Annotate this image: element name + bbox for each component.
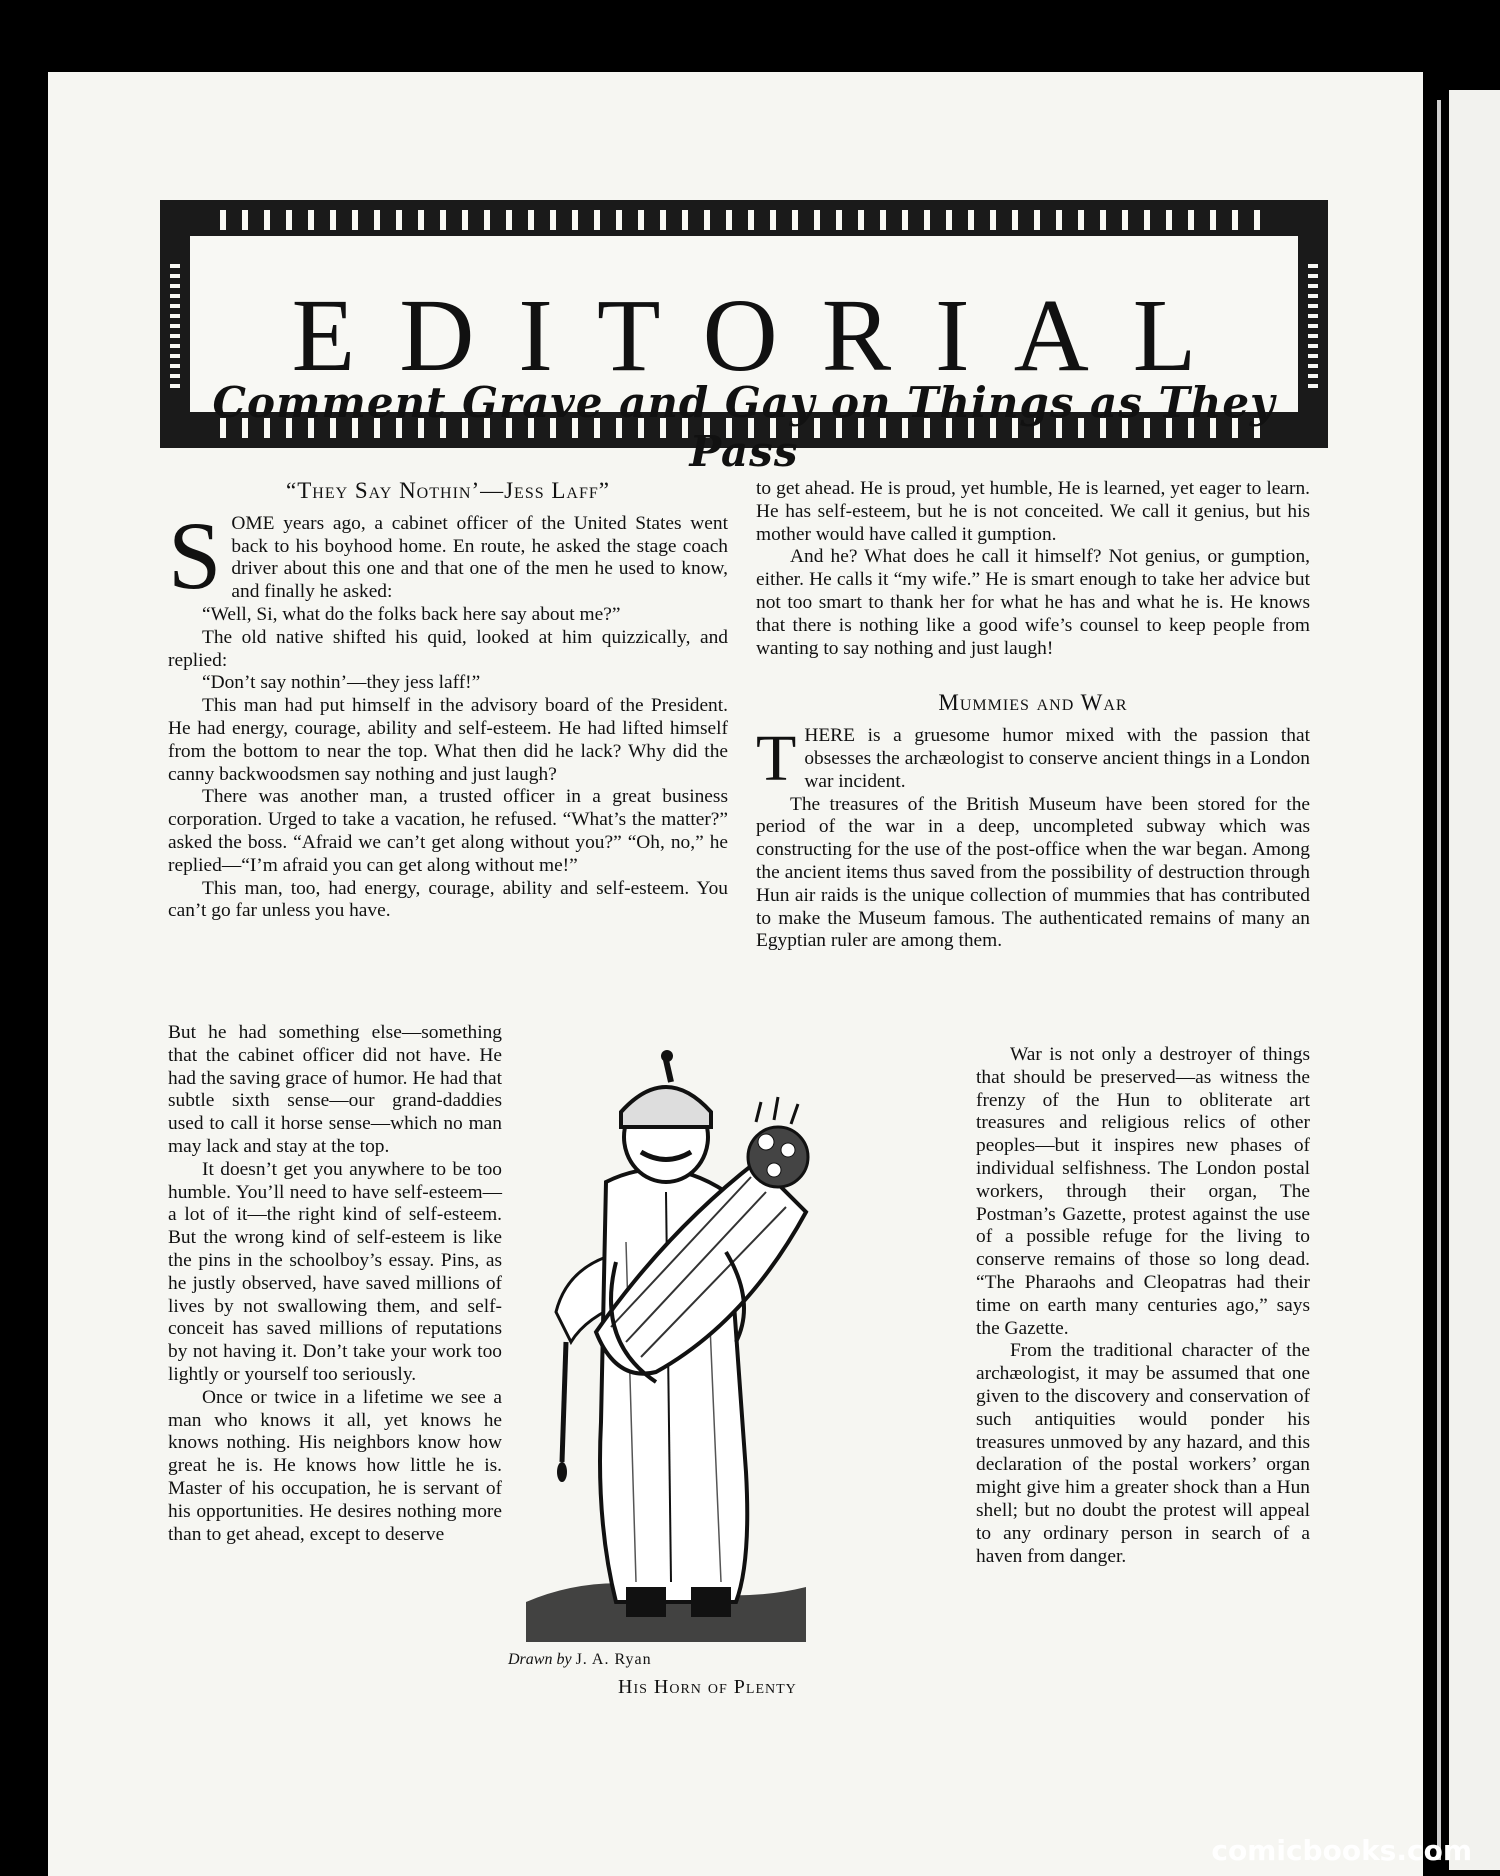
banner-ornament-top (220, 210, 1268, 230)
illustration-credit: Drawn by J. A. Ryan (508, 1651, 652, 1668)
dropcap-t: T (756, 722, 797, 796)
dropcap-s: S (168, 501, 222, 609)
article1-paragraph: to get ahead. He is proud, yet humble, He is learned, yet eager to learn. He has self-esteem, but he is not conceited. We call it genius, but his mother would have called it gumption. (756, 478, 1310, 545)
article1-paragraph: It doesn’t get you anywhere to be too humble. You’ll need to have self-esteem—a lot of it—the right kind of self-esteem. But the wrong kind of self-esteem is like the pins in the schoolboy’s essay. Pins, as he justly observed, have saved millions of lives by not swallowing them, and self-conceit has saved millions of reputations by not having it. Don’t take your work too lightly or yourself too seriously. (168, 1158, 502, 1385)
article1-paragraph: This man had put himself in the advisory board of the President. He had energy, courage, ability and self-esteem. He had lifted himself from the bottom to near the top. What then did he lack? Why did the canny backwoodsmen say nothing and just laugh? (168, 695, 728, 785)
left-column-top (168, 480, 728, 923)
right-column-narrow (976, 1044, 1310, 1568)
illustrator-name: J. A. Ryan (575, 1651, 652, 1668)
article1-paragraph: The old native shifted his quid, looked at him quizzically, and replied: (168, 626, 728, 671)
right-column-top (756, 478, 1310, 953)
article1-paragraph: SOME years ago, a cabinet officer of the United States went back to his boyhood home. En route, he asked the stage coach driver about this one and that one of the men he used to know, and finally he asked: (168, 501, 728, 609)
banner-title: EDITORIAL (291, 278, 1241, 393)
article1-paragraph: And he? What does he call it himself? Not genius, or gumption, either. He calls it “my wife.” He is smart enough to take her advice but not too smart to thank her for what he has and what he is. He knows that there is nothing like a good wife’s counsel to keep people from wanting to say nothing and just laugh! (756, 546, 1310, 659)
article1-paragraph: There was another man, a trusted officer in a great business corporation. Urged to take a vacation, he refused. “What’s the matter?” asked the boss. “Afraid we can’t get along without you?” “Oh, no,” he replied—“I’m afraid you can get along without me!” (168, 786, 728, 876)
article2-paragraph: War is not only a destroyer of things that should be preserved—as witness the frenzy of the Hun to obliterate art treasures and religious relics of other peoples—but it inspires new phases of individual selfishness. The London postal workers, through their organ, The Postman’s Gazette, protest against the use of a possible refuge for the living to conserve remains of those so long dead. “The Pharaohs and Cleopatras had their time on earth many centuries ago,” says the Gazette. (976, 1044, 1310, 1339)
left-column-narrow (168, 1022, 502, 1546)
article2-paragraph: The treasures of the British Museum have been stored for the period of the war in a deep, uncompleted subway which was constructing for the use of the post-office when the war began. Among the ancient items thus saved from the possibility of destruction through Hun air raids is the unique collection of mummies that has contributed to make the Museum famous. The authenticated remains of many an Egyptian ruler are among them. (756, 793, 1310, 952)
article1-paragraph: “Don’t say nothin’—they jess laff!” (202, 672, 481, 694)
site-watermark: comicbooks.com (1211, 1834, 1472, 1867)
page-spine (1423, 60, 1500, 1876)
article1-heading: “They Say Nothin’—Jess Laff” (286, 478, 610, 503)
banner-panel (190, 236, 1298, 476)
article2-paragraph: From the traditional character of the archæologist, it may be assumed that one given to the discovery and conservation of such antiquities would ponder his treasures unmoved by any hazard, and this declaration of the postal workers’ organ might give him a greater shock than a Hun shell; but no doubt the protest will appeal to any ordinary person in search of a haven from danger. (976, 1340, 1310, 1567)
next-page-edge (1449, 90, 1500, 1870)
editorial-banner (160, 200, 1328, 476)
article1-paragraph: “Well, Si, what do the folks back here say about me?” (202, 603, 621, 625)
article2-paragraph: THERE is a gruesome humor mixed with the passion that obsesses the archæologist to conserve ancient things in a London war incident. (756, 722, 1310, 796)
illustration-caption: His Horn of Plenty (618, 1676, 797, 1698)
banner-subtitle: Comment Grave and Gay on Things as They Pass (212, 378, 1276, 476)
spine-edge (1437, 100, 1441, 1860)
banner-border-left (170, 260, 180, 388)
article2-heading: Mummies and War (938, 690, 1128, 716)
banner-border-right (1308, 260, 1318, 388)
cartoon-illustration (516, 1042, 812, 1652)
article1-paragraph: Once or twice in a lifetime we see a man who knows it all, yet knows he knows nothing. His neighbors know how great he is. He knows how little he is. Master of his occupation, he is servant of his opportunities. He desires nothing more than to get ahead, except to deserve (168, 1386, 502, 1545)
article1-paragraph: But he had something else—something that the cabinet officer did not have. He had the saving grace of humor. He had that subtle sixth sense—our grand-daddies used to call it horse sense—which no man may lack and stay at the top. (168, 1022, 502, 1157)
article1-paragraph: This man, too, had energy, courage, ability and self-esteem. You can’t go far unless you have. (168, 877, 728, 922)
